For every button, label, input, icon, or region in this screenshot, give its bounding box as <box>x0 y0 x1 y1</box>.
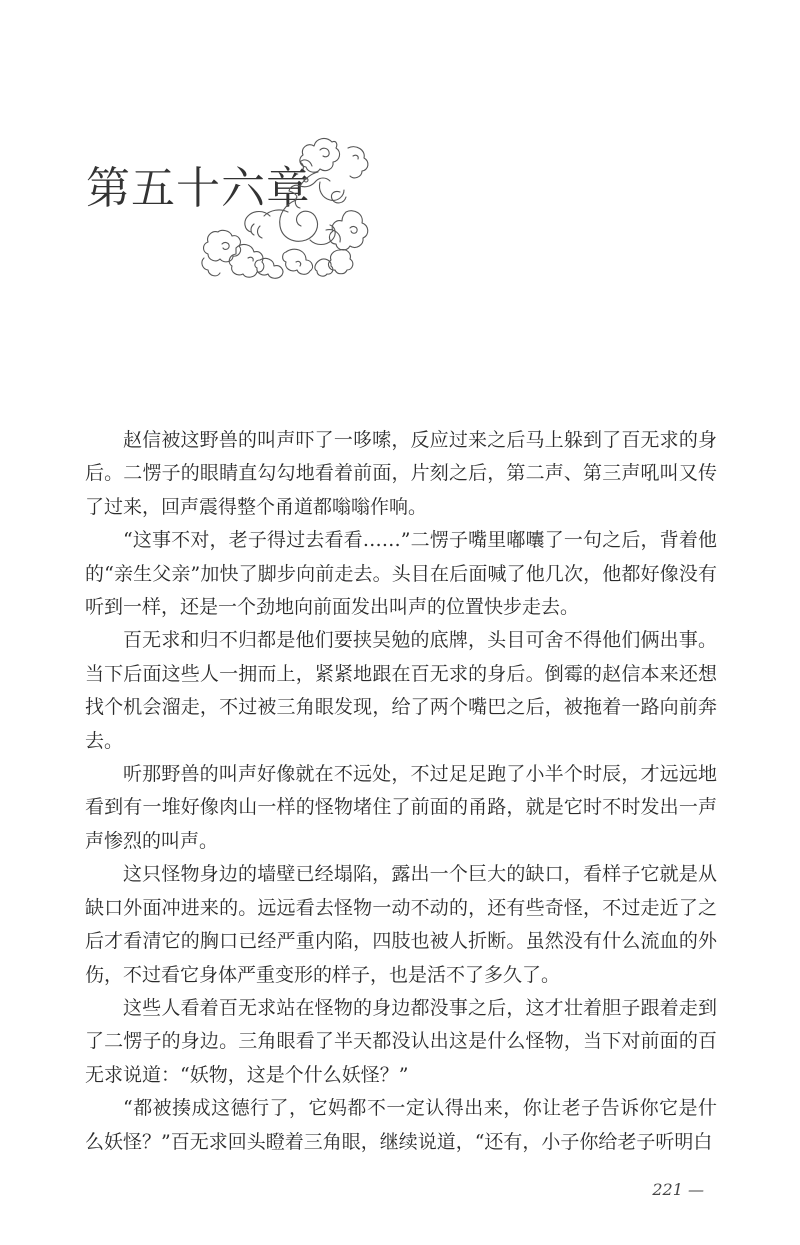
chapter-body <box>85 424 717 1159</box>
paragraph-5: 这只怪物身边的墙壁已经塌陷，露出一个巨大的缺口，看样子它就是从缺口外面冲进来的。远远看去怪物一动不动的，还有些奇怪，不过走近了之后才看清它的胸口已经严重内陷，四肢也被人折断。虽然没有什么流血的外伤，不过看它身体严重变形的样子，也是活不了多久了。 <box>85 863 717 986</box>
page-number: 221 — <box>652 1180 704 1199</box>
paragraph-7: “都被揍成这德行了，它妈都不一定认得出来，你让老子告诉你它是什么妖怪？”百无求回头瞪着三角眼，继续说道，“还有，小子你给老子听明白 <box>85 1097 717 1153</box>
chapter-title: 第五十六章 <box>86 163 311 215</box>
paragraph-4: 听那野兽的叫声好像就在不远处，不过足足跑了小半个时辰，才远远地看到有一堆好像肉山一样的怪物堵住了前面的甬路，就是它时不时发出一声声惨烈的叫声。 <box>85 763 717 852</box>
dragon-cloud-ornament-icon <box>200 120 375 280</box>
paragraph-6: 这些人看着百无求站在怪物的身边都没事之后，这才壮着胆子跟着走到了二愣子的身边。三角眼看了半天都没认出这是什么怪物，当下对前面的百无求说道：“妖物，这是个什么妖怪？” <box>85 996 717 1086</box>
paragraph-2: “这事不对，老子得过去看看……”二愣子嘴里嘟囔了一句之后，背着他的“亲生父亲”加快了脚步向前走去。头目在后面喊了他几次，他都好像没有听到一样，还是一个劲地向前面发出叫声的位置快步走去。 <box>85 529 717 619</box>
paragraph-3: 百无求和归不归都是他们要挟吴勉的底牌，头目可舍不得他们俩出事。当下后面这些人一拥而上，紧紧地跟在百无求的身后。倒霉的赵信本来还想找个机会溜走，不过被三角眼发现，给了两个嘴巴之后，被拖着一路向前奔去。 <box>85 629 717 752</box>
paragraph-1: 赵信被这野兽的叫声吓了一哆嗦，反应过来之后马上躲到了百无求的身后。二愣子的眼睛直勾勾地看着前面，片刻之后，第二声、第三声吼叫又传了过来，回声震得整个甬道都嗡嗡作响。 <box>85 429 717 518</box>
